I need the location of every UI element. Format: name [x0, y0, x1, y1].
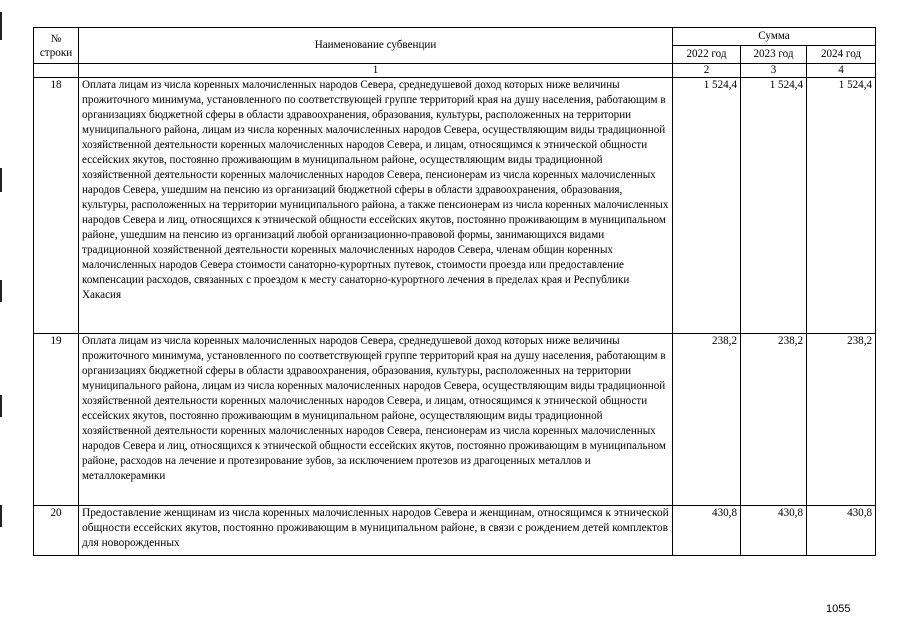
subvention-table — [33, 27, 876, 556]
amount-2024: 1 524,4 — [807, 78, 876, 334]
table-row — [34, 78, 876, 334]
row-number-label-2: строки — [39, 46, 73, 59]
scan-edge-mark — [0, 12, 2, 40]
row-number-label: № — [50, 32, 62, 45]
amount-2024: 430,8 — [807, 506, 876, 556]
row-number: 19 — [34, 334, 79, 506]
scan-edge-mark — [0, 505, 2, 527]
column-index: 2 — [673, 64, 741, 78]
column-index — [34, 64, 79, 78]
subvention-name: Оплата лицам из числа коренных малочисленных народов Севера, среднедушевой доход которых ниже величины прожиточного минимума, установленного по соответствующей группе территорий края на душу населения, работающим в организациях бюджетной сферы в области здравоохранения, образования, культуры, расположенных на территории муниципального района, лицам из числа коренных малочисленных народов Севера, осуществляющим виды традиционной хозяйственной деятельности коренных малочисленных народов Севера, и лицам, относящимся к этнической общности ессейских якутов, постоянно проживающим в муниципальном районе, осуществляющим виды традиционной хозяйственной деятельности коренных малочисленных народов Севера, пенсионерам из числа коренных малочисленных народов Севера и лиц, относящихся к этнической общности ессейских якутов, постоянно проживающим в муниципальном районе, расходов на лечение и протезирование зубов, за исключением протезов из драгоценных металлов и металлокерамики — [79, 334, 673, 506]
subvention-name: Оплата лицам из числа коренных малочисленных народов Севера, среднедушевой доход которых ниже величины прожиточного минимума, установленного по соответствующей группе территорий края на душу населения, работающим в организациях бюджетной сферы в области здравоохранения, образования, культуры, расположенных на территории муниципального района, лицам из числа коренных малочисленных народов Севера, осуществляющим виды традиционной хозяйственной деятельности коренных малочисленных народов Севера, и лицам, относящимся к этнической общности ессейских якутов, постоянно проживающим в муниципальном районе, осуществляющим виды традиционной хозяйственной деятельности коренных малочисленных народов Севера, пенсионерам из числа коренных малочисленных народов Севера, ушедшим на пенсию из организаций бюджетной сферы в области здравоохранения, образования, культуры, расположенных на территории муниципального района, а также пенсионерам из числа коренных малочисленных народов Севера и лиц, относящихся к этнической общности ессейских якутов, постоянно проживающим в муниципальном районе, ушедшим на пенсию из организаций любой организационно-правовой формы, занимающихся видами традиционной хозяйственной деятельности коренных малочисленных народов Севера, членам общин коренных малочисленных народов Севера стоимости санаторно-курортных путевок, стоимости проезда или предоставление компенсации расходов, связанных с проездом к месту санаторно-курортного лечения в пределах края и Республики Хакасия — [79, 78, 673, 334]
amount-2023: 430,8 — [741, 506, 807, 556]
amount-2023: 238,2 — [741, 334, 807, 506]
row-number: 18 — [34, 78, 79, 334]
table-row — [34, 506, 876, 556]
scan-edge-mark — [0, 280, 2, 302]
year-2022-header: 2022 год — [673, 46, 741, 64]
amount-2023: 1 524,4 — [741, 78, 807, 334]
subvention-name-header: Наименование субвенции — [79, 28, 673, 64]
row-number: 20 — [34, 506, 79, 556]
scan-edge-mark — [0, 395, 2, 417]
scan-edge-mark — [0, 168, 2, 192]
column-index: 4 — [807, 64, 876, 78]
amount-2022: 1 524,4 — [673, 78, 741, 334]
amount-2024: 238,2 — [807, 334, 876, 506]
year-2023-header: 2023 год — [741, 46, 807, 64]
table-row — [34, 334, 876, 506]
page-number: 1055 — [826, 603, 851, 615]
column-index: 1 — [79, 64, 673, 78]
sum-header: Сумма — [673, 28, 876, 46]
subvention-name: Предоставление женщинам из числа коренных малочисленных народов Севера и женщинам, относящимся к этнической общности ессейских якутов, постоянно проживающим в муниципальном районе, в связи с рождением детей комплектов для новорожденных — [79, 506, 673, 556]
column-index: 3 — [741, 64, 807, 78]
year-2024-header: 2024 год — [807, 46, 876, 64]
amount-2022: 238,2 — [673, 334, 741, 506]
row-number-header — [34, 28, 79, 64]
amount-2022: 430,8 — [673, 506, 741, 556]
